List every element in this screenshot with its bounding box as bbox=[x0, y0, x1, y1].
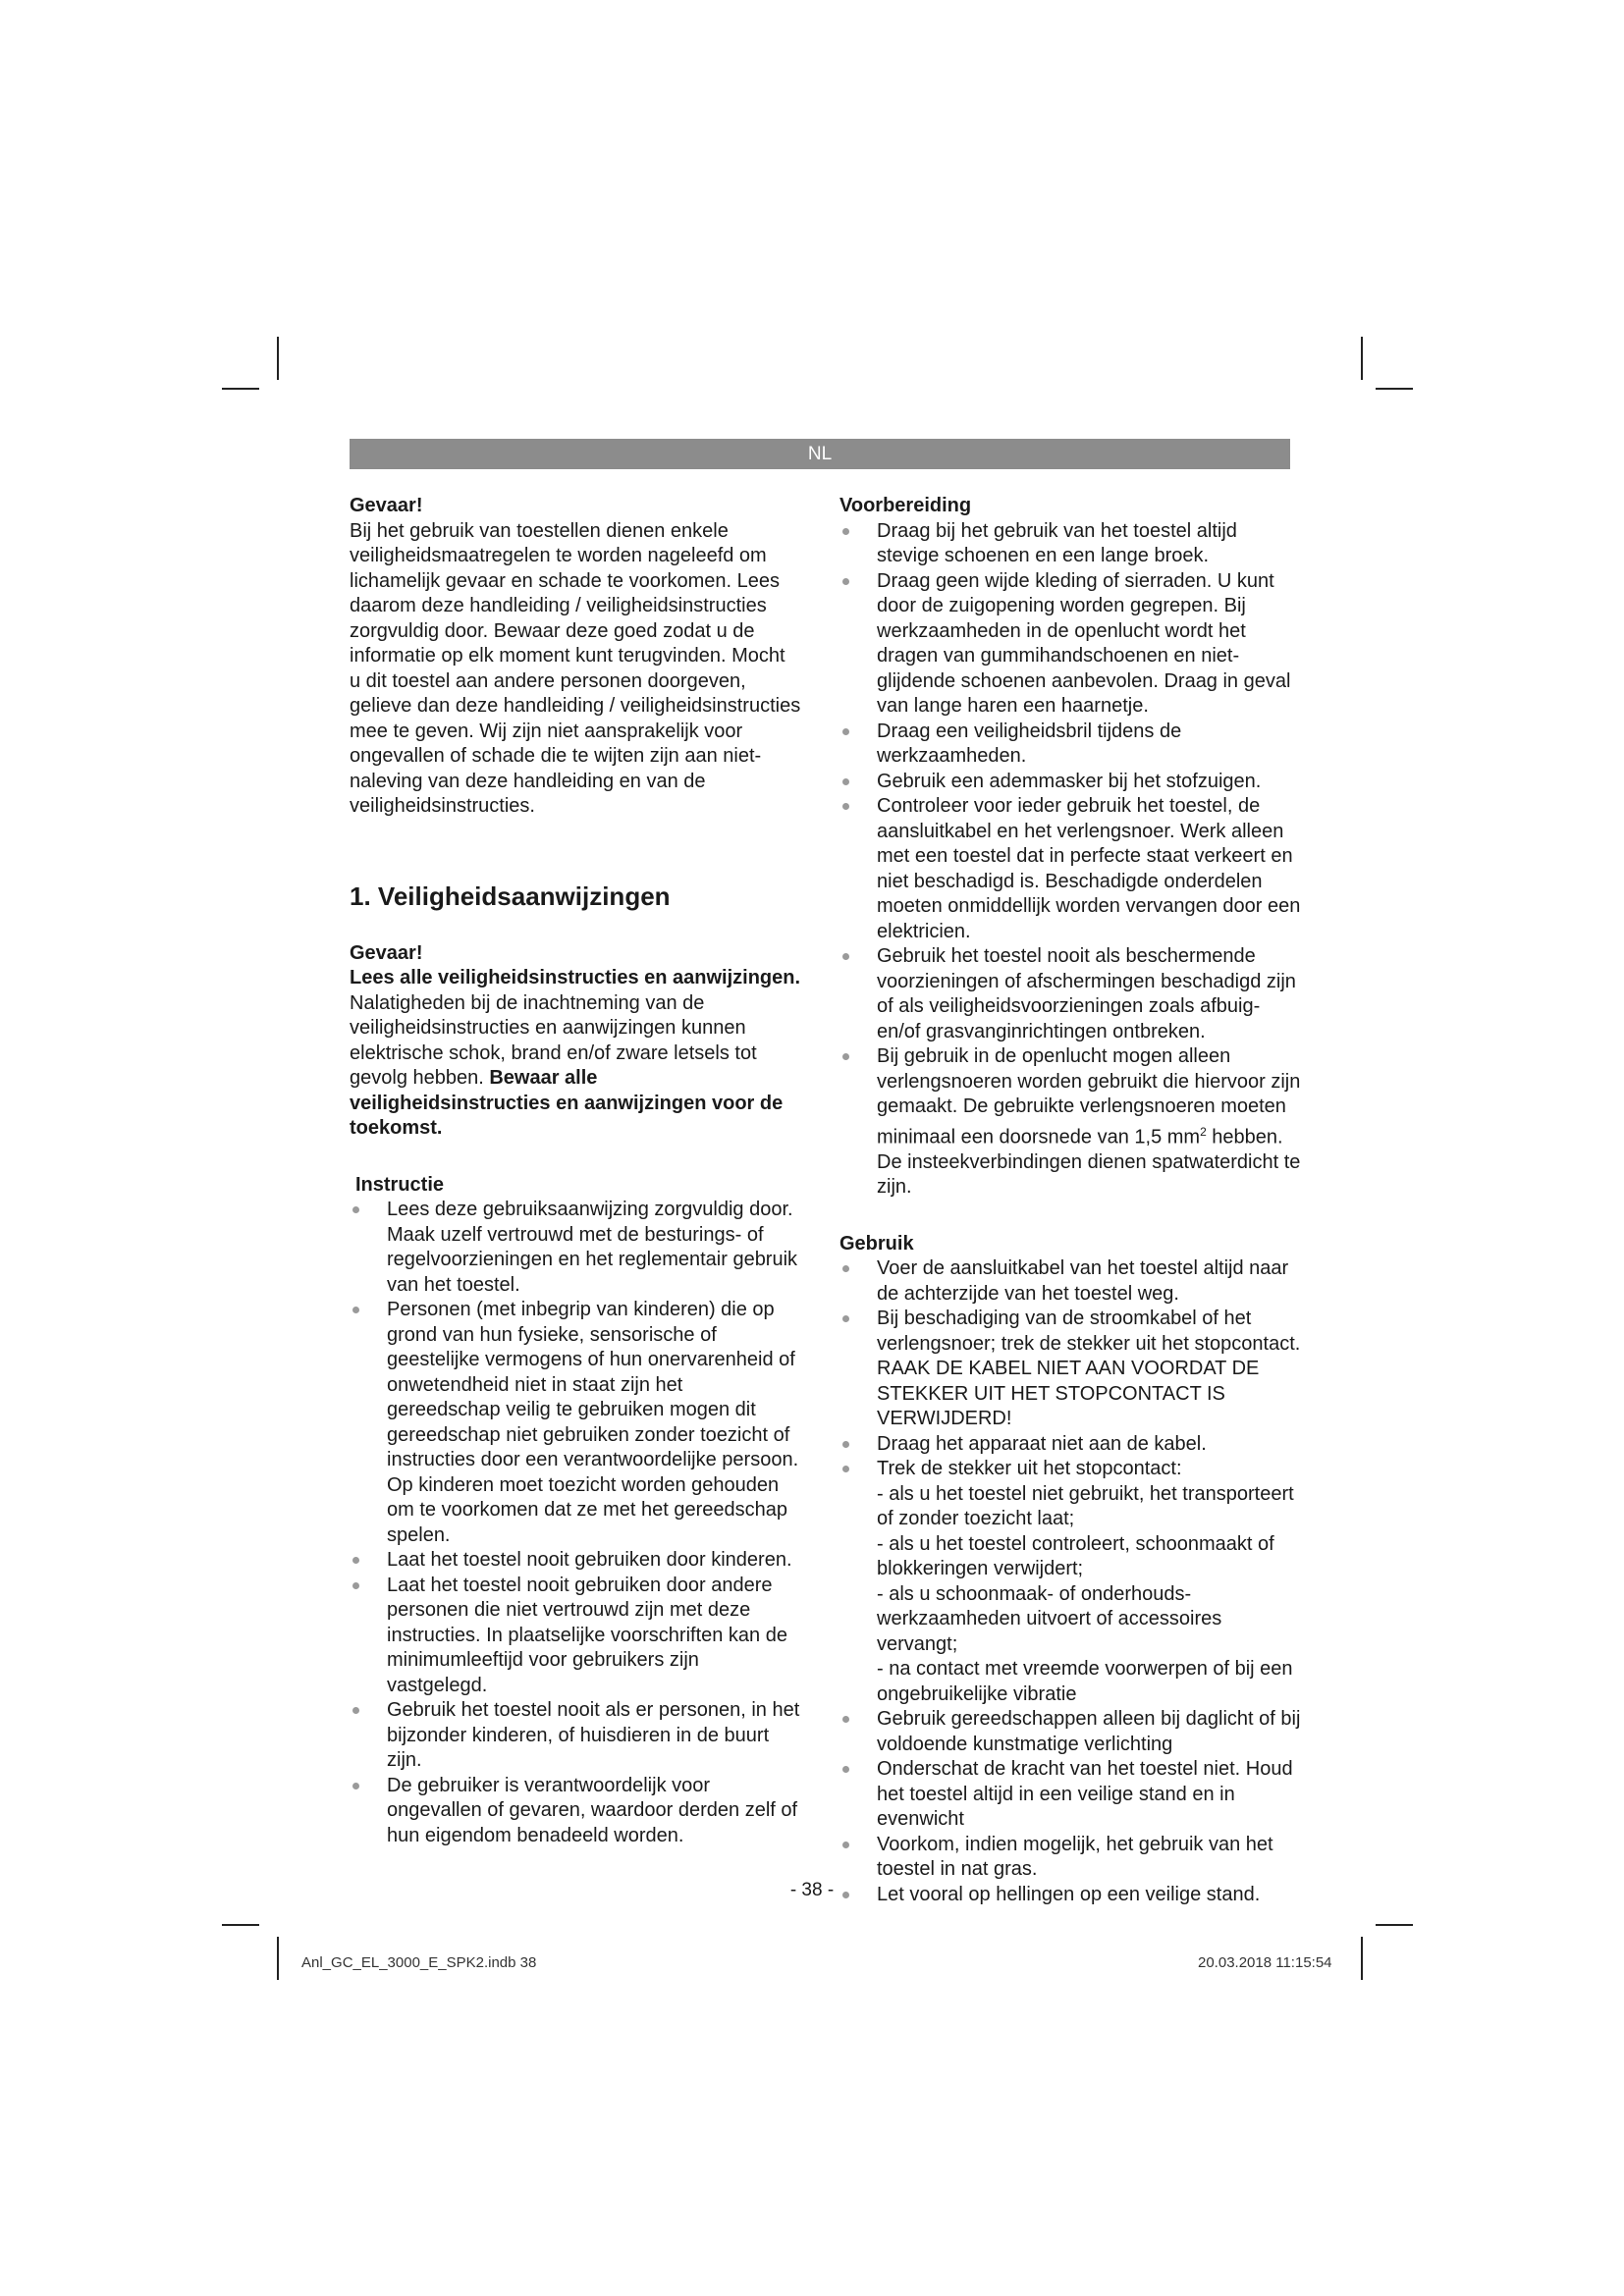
gebruik-heading: Gebruik bbox=[839, 1232, 914, 1255]
warning-paragraph bbox=[350, 966, 801, 1142]
crop-mark bbox=[1361, 1937, 1363, 1980]
intro-paragraph: Bij het gebruik van toestellen dienen enkele veiligheidsmaatregelen te worden nageleefd om lichamelijk gevaar en schade te voorkomen. Lees daarom deze handleiding / veiligheidsinstructies zorgvuldig door. Bewaar deze goed zodat u de informatie op elk moment kunt terugvinden. Mocht u dit toestel aan andere personen doorgeven, gelieve dan deze handleiding / veiligheidsinstructies mee te geven. Wij zijn niet aansprakelijk voor ongevallen of schade die te wijten zijn aan niet-naleving van deze handleiding en van de veiligheidsinstructies. bbox=[350, 519, 801, 817]
bullet-icon bbox=[842, 1842, 849, 1848]
bullet-icon bbox=[842, 1766, 849, 1773]
voorbereiding-list bbox=[839, 519, 1301, 1201]
warning-bold-lead: Lees alle veiligheidsinstructies en aanwijzingen. bbox=[350, 967, 801, 988]
page-number: - 38 - bbox=[789, 1880, 835, 1900]
list-item: Draag geen wijde kleding of sierraden. U kunt door de zuigopening worden gegrepen. Bij werkzaamheden in de openlucht wordt het dragen van gummihandschoenen en niet-glijdende schoenen aanbevolen. Draag in geval van lange haren een haarnetje. bbox=[839, 569, 1301, 720]
bullet-icon bbox=[352, 1707, 359, 1714]
footer-filename: Anl_GC_EL_3000_E_SPK2.indb 38 bbox=[301, 1954, 537, 1971]
bullet-icon bbox=[842, 728, 849, 735]
bullet-icon bbox=[352, 1307, 359, 1313]
list-item: Gebruik het toestel nooit als er personen, in het bijzonder kinderen, of huisdieren in de buurt zijn. bbox=[350, 1698, 801, 1774]
list-item: Gebruik het toestel nooit als beschermende voorzieningen of afschermingen beschadigd zijn of als veiligheidsvoorzieningen zoals afbuig- en/of grasvanginrichtingen ontbreken. bbox=[839, 944, 1301, 1044]
crop-mark bbox=[222, 388, 259, 390]
list-item: Personen (met inbegrip van kinderen) die op grond van hun fysieke, sensorische of geestelijke vermogens of hun onervarenheid of onwetendheid niet in staat zijn het gereedschap veilig te gebruiken mogen dit gereedschap niet gebruiken zonder toezicht of instructies door een verantwoordelijke persoon. Op kinderen moet toezicht worden gehouden om te voorkomen dat ze met het gereedschap spelen. bbox=[350, 1298, 801, 1548]
voorbereiding-heading: Voorbereiding bbox=[839, 495, 972, 516]
instructie-heading: Instructie bbox=[355, 1173, 445, 1196]
bullet-icon bbox=[352, 1557, 359, 1564]
sub-item: - als u het toestel controleert, schoonmaakt of blokkeringen verwijdert; bbox=[877, 1532, 1274, 1580]
gebruik-list bbox=[839, 1256, 1301, 1907]
bullet-icon bbox=[842, 778, 849, 785]
crop-mark bbox=[277, 337, 279, 380]
language-header-bar: NL bbox=[350, 439, 1290, 469]
warning-bold-tail: Bewaar alle veiligheidsinstructies en aanwijzingen voor de toekomst. bbox=[350, 1067, 784, 1139]
list-item: Laat het toestel nooit gebruiken door kinderen. bbox=[350, 1548, 801, 1574]
crop-mark bbox=[1361, 337, 1363, 380]
list-item: Bij beschadiging van de stroomkabel of het verlengsnoer; trek de stekker uit het stopcontact. RAAK DE KABEL NIET AAN VOORDAT DE STEKKER UIT HET STOPCONTACT IS VERWIJDERD! bbox=[839, 1307, 1301, 1432]
crop-mark bbox=[277, 1937, 279, 1980]
bullet-icon bbox=[352, 1582, 359, 1589]
bullet-icon bbox=[842, 1466, 849, 1472]
list-item: Gebruik gereedschappen alleen bij daglicht of bij voldoende kunstmatige verlichting bbox=[839, 1707, 1301, 1757]
list-item: Gebruik een ademmasker bij het stofzuigen. bbox=[839, 770, 1301, 795]
list-item: Lees deze gebruiksaanwijzing zorgvuldig door. Maak uzelf vertrouwd met de besturings- of regelvoorzieningen en het reglementair gebruik van het toestel. bbox=[350, 1198, 801, 1298]
intro-heading: Gevaar! bbox=[350, 495, 423, 516]
warning-heading: Gevaar! bbox=[350, 941, 423, 964]
list-item: Let vooral op hellingen op een veilige stand. bbox=[839, 1883, 1301, 1908]
list-item: Onderschat de kracht van het toestel niet. Houd het toestel altijd in een veilige stand en in evenwicht bbox=[839, 1757, 1301, 1833]
list-item: Laat het toestel nooit gebruiken door andere personen die niet vertrouwd zijn met deze instructies. In plaatselijke voorschriften kan de minimumleeftijd voor gebruikers zijn vastgelegd. bbox=[350, 1574, 801, 1699]
section-title: 1. Veiligheidsaanwijzingen bbox=[350, 881, 671, 911]
bullet-icon bbox=[842, 1315, 849, 1322]
bullet-icon bbox=[352, 1783, 359, 1789]
footer-timestamp: 20.03.2018 11:15:54 bbox=[1198, 1954, 1332, 1971]
bullet-icon bbox=[842, 578, 849, 585]
list-item: Draag het apparaat niet aan de kabel. bbox=[839, 1432, 1301, 1458]
crop-mark bbox=[1376, 1924, 1413, 1926]
warning-text: Nalatigheden bij de inachtneming van de veiligheidsinstructies en aanwijzingen kunnen elektrische schok, brand en/of zware letsels tot gevolg hebben. bbox=[350, 991, 757, 1089]
crop-mark bbox=[222, 1924, 259, 1926]
list-item: Trek de stekker uit het stopcontact: - als u het toestel niet gebruikt, het transporteert of zonder toezicht laat; - als u het toestel controleert, schoonmaakt of blokkeringen verwijdert; - als u schoonmaak- of onderhouds-werkzaamheden uitvoert of accessoires vervangt; - na contact met vreemde voorwerpen of bij een ongebruikelijke vibratie bbox=[839, 1457, 1301, 1707]
bullet-icon bbox=[352, 1206, 359, 1213]
bullet-icon bbox=[842, 528, 849, 535]
list-item: Draag bij het gebruik van het toestel altijd stevige schoenen en een lange broek. bbox=[839, 519, 1301, 569]
bullet-icon bbox=[842, 1265, 849, 1272]
sub-item: - na contact met vreemde voorwerpen of bij een ongebruikelijke vibratie bbox=[877, 1658, 1293, 1705]
list-item: Controleer voor ieder gebruik het toestel, de aansluitkabel en het verlengsnoer. Werk alleen met een toestel dat in perfecte staat verkeert en niet beschadigd is. Beschadigde onderdelen moeten onmiddellijk worden vervangen door een elektricien. bbox=[839, 794, 1301, 944]
left-column bbox=[350, 494, 801, 1848]
bullet-icon bbox=[842, 1053, 849, 1060]
list-item: Bij gebruik in de openlucht mogen alleen verlengsnoeren worden gebruikt die hiervoor zijn gemaakt. De gebruikte verlengsnoeren moeten minimaal een doorsnede van 1,5 $mm^2$ hebben. De insteekverbindingen dienen spatwaterdicht te zijn. bbox=[839, 1044, 1301, 1201]
bullet-icon bbox=[842, 803, 849, 810]
sub-item: - als u het toestel niet gebruikt, het transporteert of zonder toezicht laat; bbox=[877, 1482, 1294, 1530]
instructie-list bbox=[350, 1198, 801, 1848]
list-item: Draag een veiligheidsbril tijdens de werkzaamheden. bbox=[839, 720, 1301, 770]
right-column bbox=[839, 494, 1301, 1907]
list-item: Voorkom, indien mogelijk, het gebruik van het toestel in nat gras. bbox=[839, 1833, 1301, 1883]
sub-item: - als u schoonmaak- of onderhouds-werkzaamheden uitvoert of accessoires vervangt; bbox=[877, 1582, 1222, 1655]
bullet-icon bbox=[842, 953, 849, 960]
list-item: De gebruiker is verantwoordelijk voor ongevallen of gevaren, waardoor derden zelf of hun eigendom benadeeld worden. bbox=[350, 1774, 801, 1849]
crop-mark bbox=[1376, 388, 1413, 390]
bullet-icon bbox=[842, 1441, 849, 1448]
bullet-icon bbox=[842, 1716, 849, 1723]
list-item: Voer de aansluitkabel van het toestel altijd naar de achterzijde van het toestel weg. bbox=[839, 1256, 1301, 1307]
